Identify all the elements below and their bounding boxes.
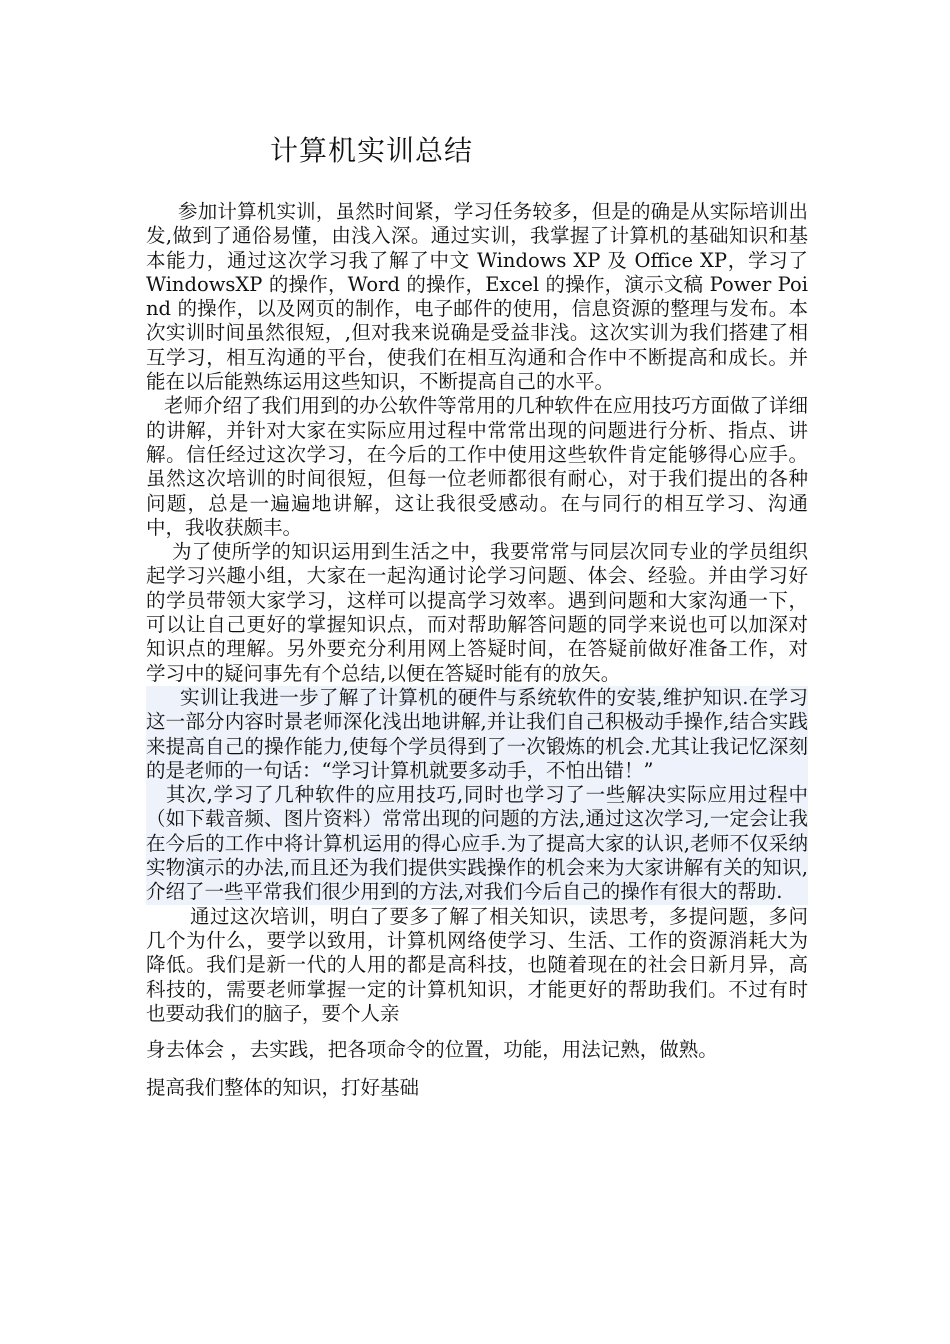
paragraph-3: 为了使所学的知识运用到生活之中，我要常常与同层次同专业的学员组织起学习兴趣小组，大家在一起沟通讨论学习问题、体会、经验。并由学习好的学员带领大家学习，这样可以提高学习效率。遇到问题和大家沟通一下，可以让自己更好的掌握知识点，而对帮助解答问题的同学来说也可以加深对知识点的理解。另外要充分利用网上答疑时间，在答疑前做好准备工作，对学习中的疑问事先有个总结,以便在答疑时能有的放矢。 [146,540,808,685]
tail-line-2: 提高我们整体的知识，打好基础 [146,1076,420,1100]
paragraph-5-text: 其次,学习了几种软件的应用技巧,同时也学习了一些解决实际应用过程中（如下载音频、图片资料）常常出现的问题的方法,通过这次学习,一定会让我在今后的工作中将计算机运用的得心应手.为了提高大家的认识,老师不仅采纳实物演示的办法,而且还为我们提供实践操作的机会来为大家讲解有关的知识,介绍了一些平常我们很少用到的方法,对我们今后自己的操作有很大的帮助. [146,783,808,904]
document-title: 计算机实训总结 [270,134,474,167]
paragraph-5-highlighted [146,783,808,904]
paragraph-1: 参加计算机实训，虽然时间紧，学习任务较多，但是的确是从实际培训出发,做到了通俗易懂，由浅入深。通过实训，我掌握了计算机的基础知识和基本能力，通过这次学习我了解了中文 Windows XP 及 Office XP，学习了 WindowsXP 的操作，Word 的操作，Excel 的操作，演示文稿 Power Poind 的操作，以及网页的制作，电子邮件的使用，信息资源的整理与发布。本次实训时间虽然很短，,但对我来说确是受益非浅。这次实训为我们搭建了相互学习，相互沟通的平台，使我们在相互沟通和合作中不断提高和成长。并能在以后能熟练运用这些知识，不断提高自己的水平。 [146,200,808,394]
paragraph-4-text: 实训让我进一步了解了计算机的硬件与系统软件的安装,维护知识.在学习这一部分内容时景老师深化浅出地讲解,并让我们自己积极动手操作,结合实践来提高自己的操作能力,使每个学员得到了一次锻炼的机会.尤其让我记忆深刻的是老师的一句话：“学习计算机就要多动手，不怕出错！” [146,685,808,782]
tail-line-1: 身去体会 ，去实践，把各项命令的位置，功能，用法记熟，做熟。 [146,1038,718,1062]
paragraph-4-highlighted [146,686,808,783]
paragraph-6: 通过这次培训，明白了要多了解了相关知识，读思考，多提问题，多问几个为什么，要学以致用，计算机网络使学习、生活、工作的资源消耗大为降低。我们是新一代的人用的都是高科技，也随着现在的社会日新月异，高科技的，需要老师掌握一定的计算机知识，才能更好的帮助我们。不过有时也要动我们的脑子，要个人亲 [146,904,808,1025]
paragraph-2: 老师介绍了我们用到的办公软件等常用的几种软件在应用技巧方面做了详细的讲解，并针对大家在实际应用过程中常常出现的问题进行分析、指点、讲解。信任经过这次学习，在今后的工作中使用这些软件肯定能够得心应手。虽然这次培训的时间很短，但每一位老师都很有耐心，对于我们提出的各种问题，总是一遍遍地讲解，这让我很受感动。在与同行的相互学习、沟通中，我收获颇丰。 [146,394,808,539]
document-body [146,200,808,1100]
